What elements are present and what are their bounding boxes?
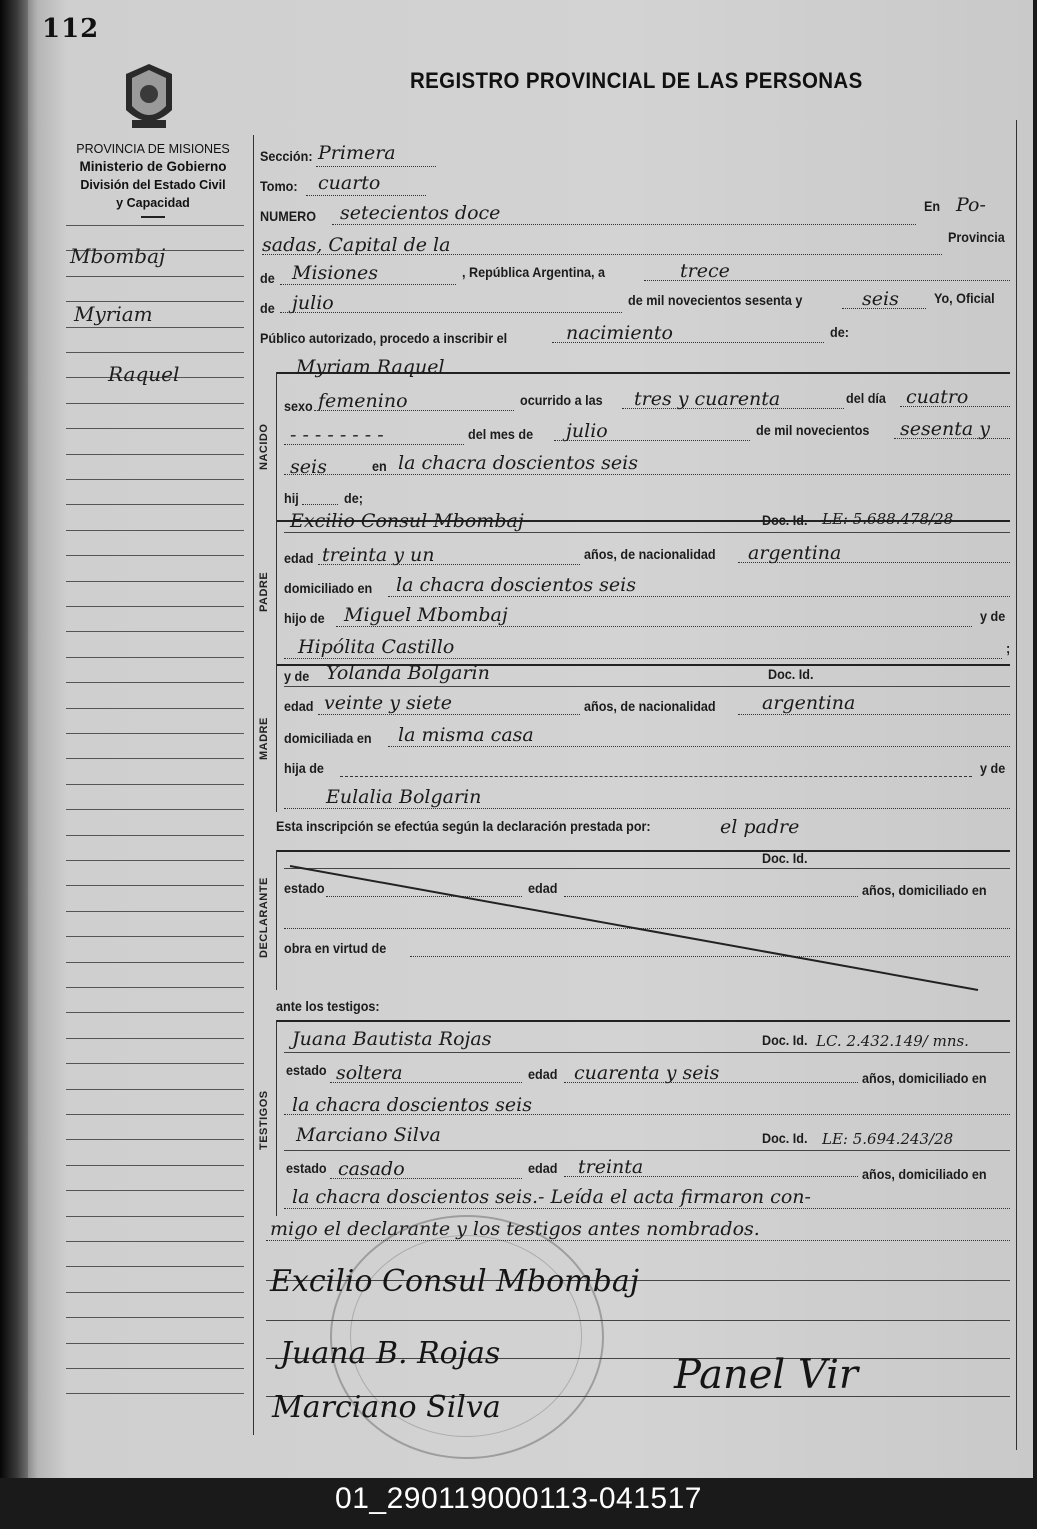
margin-line	[66, 809, 244, 810]
testigo1-edad-label: edad	[528, 1066, 558, 1082]
margin-line	[66, 885, 244, 886]
acta-cierre: migo el declarante y los testigos antes nombrados.	[270, 1218, 760, 1240]
madre-doc-label: Doc. Id.	[768, 666, 814, 682]
margin-line	[66, 479, 244, 480]
numero-label: NUMERO	[260, 208, 317, 224]
testigo2-estado-label: estado	[286, 1160, 327, 1176]
seccion-value: Primera	[318, 142, 396, 164]
declarante-anos-label: años, domiciliado en	[862, 882, 987, 898]
declarante-obra-label: obra en virtud de	[284, 940, 387, 956]
padre-madre-de: Hipólita Castillo	[298, 636, 455, 658]
de-label-2: de	[260, 300, 275, 316]
margin-line	[66, 1063, 244, 1064]
madre-nac-label: años, de nacionalidad	[584, 698, 716, 714]
margin-line	[66, 1292, 244, 1293]
margin-line	[66, 987, 244, 988]
testigo1-nombre: Juana Bautista Rojas	[292, 1028, 492, 1050]
sexo-label: sexo	[284, 398, 313, 414]
padre-doc-label: Doc. Id.	[762, 512, 808, 528]
tomo-value: cuarto	[318, 172, 381, 194]
nacido-mes: julio	[566, 420, 608, 442]
book-spine	[0, 0, 28, 1478]
padre-edad: treinta y un	[322, 544, 435, 566]
margin-line	[66, 352, 244, 353]
de-label-3: de:	[830, 324, 849, 340]
margin-line	[66, 1012, 244, 1013]
cancel-diagonal	[284, 862, 984, 994]
image-code: 01_290119000113-041517	[335, 1482, 702, 1515]
margin-line	[66, 403, 244, 404]
margin-line	[66, 911, 244, 912]
republica-label: , República Argentina, a	[462, 264, 606, 280]
nacido-dia-cont: - - - - - - - -	[290, 424, 384, 446]
padre-nac-label: años, de nacionalidad	[584, 546, 716, 562]
padre-hijo-label: hijo de	[284, 610, 325, 626]
margin-line	[66, 1165, 244, 1166]
side-label-declarante: DECLARANTE	[258, 877, 270, 958]
madre-nombre: Yolanda Bolgarin	[326, 662, 490, 684]
margin-line	[66, 1114, 244, 1115]
padre-doc: LE: 5.688.478/28	[822, 510, 954, 528]
padre-yde-label: y de	[980, 608, 1006, 624]
en-label: En	[924, 198, 941, 214]
oficial-label: Yo, Oficial	[934, 290, 995, 306]
mes-value: julio	[292, 292, 334, 314]
testigo1-doc: LC. 2.432.149/ mns.	[816, 1032, 969, 1050]
margin-line	[66, 657, 244, 658]
office-heading	[58, 140, 248, 218]
margin-second-name: Raquel	[108, 362, 180, 386]
dia-value: trece	[680, 260, 730, 282]
margin-line	[66, 631, 244, 632]
margin-line	[66, 530, 244, 531]
declarante-estado-label: estado	[284, 880, 325, 896]
publico-label: Público autorizado, procedo a inscribir el	[260, 330, 508, 346]
hora-value: tres y cuarenta	[634, 388, 781, 410]
testigo2-nombre: Marciano Silva	[296, 1124, 441, 1146]
side-label-testigos: TESTIGOS	[258, 1090, 270, 1150]
margin-line	[66, 555, 244, 556]
margin-surname: Mbombaj	[70, 244, 166, 268]
testigo1-domicilio: la chacra doscientos seis	[292, 1094, 532, 1116]
margin-line	[66, 581, 244, 582]
margin-line	[66, 1317, 244, 1318]
office-division: División del Estado Civil	[80, 178, 226, 192]
nacido-dia: cuatro	[906, 386, 969, 408]
testigo2-anos-label: años, domiciliado en	[862, 1166, 987, 1182]
padre-domicilio: la chacra doscientos seis	[396, 574, 636, 596]
madre-dom-label: domiciliada en	[284, 730, 372, 746]
seccion-label: Sección:	[260, 148, 313, 164]
nacido-en-label: en	[372, 458, 387, 474]
nacido-anio-2: seis	[290, 456, 327, 478]
office-province: PROVINCIA DE MISIONES	[76, 142, 230, 156]
testigo2-edad-label: edad	[528, 1160, 558, 1176]
margin-line	[66, 1089, 244, 1090]
testigo2-estado: casado	[338, 1158, 405, 1180]
testigo1-doc-label: Doc. Id.	[762, 1032, 808, 1048]
margin-line	[66, 1241, 244, 1242]
margin-line	[66, 860, 244, 861]
ocurrido-label: ocurrido a las	[520, 392, 603, 408]
declarante-doc-label: Doc. Id.	[762, 850, 808, 866]
declarante-edad-label: edad	[528, 880, 558, 896]
provincial-crest-icon	[118, 60, 180, 134]
padre-semicolon: ;	[1006, 640, 1011, 656]
margin-line	[66, 225, 244, 226]
nacido-lugar: la chacra doscientos seis	[398, 452, 638, 474]
margin-line	[66, 758, 244, 759]
madre-edad-label: edad	[284, 698, 314, 714]
madre-madre-de: Eulalia Bolgarin	[326, 786, 482, 808]
testigo2-doc-label: Doc. Id.	[762, 1130, 808, 1146]
madre-hija-label: hija de	[284, 760, 324, 776]
declaracion-label: Esta inscripción se efectúa según la declaración prestada por:	[276, 818, 651, 834]
margin-line	[66, 1190, 244, 1191]
margin-line	[66, 606, 244, 607]
office-divider	[141, 216, 165, 218]
margin-first-name: Myriam	[74, 302, 153, 326]
folio-number: 112	[42, 14, 100, 44]
numero-value: setecientos doce	[340, 202, 501, 224]
testigos-ante-label: ante los testigos:	[276, 998, 380, 1014]
ciudad-value: sadas, Capital de la	[262, 234, 451, 256]
side-label-madre: MADRE	[258, 717, 270, 760]
hij-label: hij	[284, 490, 299, 506]
madre-yde2-label: y de	[980, 760, 1006, 776]
testigo1-estado: soltera	[336, 1062, 403, 1084]
margin-divider	[253, 135, 254, 1435]
margin-line	[66, 1368, 244, 1369]
margin-line	[66, 1216, 244, 1217]
side-label-padre: PADRE	[258, 571, 270, 612]
mil-label: de mil novecientos sesenta y	[628, 292, 803, 308]
signature-testigo-1: Juana B. Rojas	[280, 1336, 501, 1371]
margin-line	[66, 708, 244, 709]
margin-line	[66, 733, 244, 734]
testigo1-anos-label: años, domiciliado en	[862, 1070, 987, 1086]
signature-padre: Excilio Consul Mbombaj	[270, 1264, 640, 1299]
page-title: REGISTRO PROVINCIAL DE LAS PERSONAS	[410, 68, 863, 93]
signature-testigo-2: Marciano Silva	[272, 1390, 501, 1425]
de-label: de	[260, 270, 275, 286]
margin-line	[66, 276, 244, 277]
testigo2-domicilio: la chacra doscientos seis.- Leída el acta firmaron con-	[292, 1186, 811, 1208]
testigo2-doc: LE: 5.694.243/28	[822, 1130, 954, 1148]
margin-line	[66, 1266, 244, 1267]
madre-nacionalidad: argentina	[762, 692, 856, 714]
padre-padre-de: Miguel Mbombaj	[344, 604, 508, 626]
office-capacity: y Capacidad	[116, 196, 190, 210]
margin-line	[66, 1343, 244, 1344]
margin-line	[66, 504, 244, 505]
provincia-label: Provincia	[948, 229, 1005, 245]
madre-edad: veinte y siete	[324, 692, 452, 714]
margin-line	[66, 1139, 244, 1140]
margin-line	[66, 1038, 244, 1039]
sexo-value: femenino	[318, 390, 408, 412]
declaracion-por: el padre	[720, 816, 800, 838]
padre-edad-label: edad	[284, 550, 314, 566]
padre-dom-label: domiciliado en	[284, 580, 373, 596]
en-value: Po-	[956, 194, 986, 216]
testigo2-edad: treinta	[578, 1156, 644, 1178]
margin-line	[66, 962, 244, 963]
mes-label: del mes de	[468, 426, 534, 442]
signature-oficial: Panel Vir	[674, 1352, 859, 1398]
nacido-nombre: Myriam Raquel	[296, 356, 445, 378]
margin-line	[66, 682, 244, 683]
nacido-mil-label: de mil novecientos	[756, 422, 870, 438]
madre-domicilio: la misma casa	[398, 724, 534, 746]
margin-line	[66, 784, 244, 785]
right-margin-line	[1016, 120, 1017, 1450]
margin-line	[66, 454, 244, 455]
margin-line	[66, 835, 244, 836]
testigo1-edad: cuarenta y seis	[574, 1062, 720, 1084]
hij-de-label: de;	[344, 490, 363, 506]
anio-value: seis	[862, 288, 899, 310]
margin-line	[66, 936, 244, 937]
provincia-value: Misiones	[292, 262, 379, 284]
nacido-anio: sesenta y	[900, 418, 990, 440]
tomo-label: Tomo:	[260, 178, 298, 194]
office-ministry: Ministerio de Gobierno	[79, 159, 227, 174]
del-dia-label: del día	[846, 390, 886, 406]
testigo1-estado-label: estado	[286, 1062, 327, 1078]
madre-yde-label: y de	[284, 668, 310, 684]
padre-nombre: Excilio Consul Mbombaj	[290, 510, 524, 532]
padre-nacionalidad: argentina	[748, 542, 842, 564]
margin-line	[66, 428, 244, 429]
margin-line	[66, 1393, 244, 1394]
margin-line	[66, 327, 244, 328]
acto-value: nacimiento	[566, 322, 673, 344]
side-label-nacido: NACIDO	[258, 423, 270, 470]
